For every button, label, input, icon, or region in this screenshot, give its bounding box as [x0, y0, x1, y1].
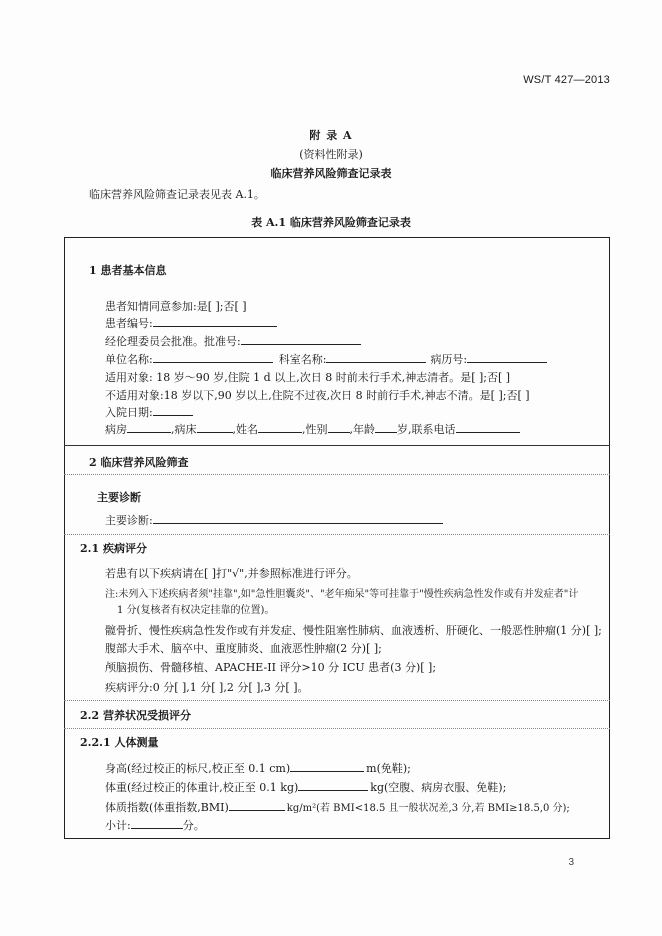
- appendix-name: 临床营养风险筛查记录表: [270, 167, 392, 180]
- ward-field[interactable]: [127, 421, 171, 433]
- section-2-2-1-heading: 2.2.1 人体测量: [80, 736, 159, 749]
- row-divider: [64, 474, 610, 475]
- name-label: ,姓名: [232, 423, 258, 436]
- name-field[interactable]: [258, 421, 302, 433]
- main-diagnosis-label: 主要诊断:: [105, 514, 153, 527]
- sex-field[interactable]: [328, 421, 350, 433]
- bmi-line: [105, 799, 570, 815]
- height-label: 身高(经过校正的标尺,校正至 0.1 cm): [105, 762, 291, 775]
- record-field[interactable]: [467, 351, 547, 363]
- appendix-subtitle: (资料性附录): [299, 148, 363, 161]
- page-number: 3: [568, 857, 574, 868]
- weight-unit: kg(空腹、病房衣服、免鞋);: [370, 781, 507, 794]
- admission-date-field[interactable]: [153, 404, 193, 416]
- patient-info-line: [105, 421, 520, 437]
- height-unit: m(免鞋);: [366, 762, 411, 775]
- weight-field[interactable]: [298, 779, 368, 791]
- height-line: [105, 760, 411, 776]
- record-label: 病历号:: [430, 353, 468, 366]
- main-diagnosis-field[interactable]: [153, 512, 443, 524]
- ethics-label: 经伦理委员会批准。批准号:: [105, 335, 241, 348]
- main-diagnosis-heading: 主要诊断: [97, 491, 141, 504]
- patient-no-line: [105, 315, 277, 331]
- appendix-intro: 临床营养风险筛查记录表见表 A.1。: [89, 188, 265, 201]
- height-field[interactable]: [290, 760, 364, 772]
- unit-line: [105, 351, 547, 367]
- section-2-1-heading: 2.1 疾病评分: [80, 542, 147, 555]
- unit-field[interactable]: [153, 351, 273, 363]
- not-applicable-line: 不适用对象:18 岁以下,90 岁以上,住院不过夜,次日 8 时前行手术,神志不清。是[ ];否[ ]: [105, 389, 530, 402]
- subtotal-field[interactable]: [131, 817, 183, 829]
- bed-field[interactable]: [197, 421, 233, 433]
- disease-item-2: 腹部大手术、脑卒中、重度肺炎、血液恶性肿瘤(2 分)[ ];: [105, 642, 382, 655]
- section-2-2-heading: 2.2 营养状况受损评分: [80, 709, 191, 722]
- age-label: ,年龄: [349, 423, 375, 436]
- weight-label: 体重(经过校正的体重计,校正至 0.1 kg): [105, 781, 299, 794]
- ethics-line: [105, 333, 361, 349]
- disease-item-1: 髋骨折、慢性疾病急性发作或有并发症、慢性阻塞性肺病、血液透析、肝硬化、一般恶性肿瘤(1 分)[ ];: [105, 624, 602, 637]
- section-divider: [64, 445, 610, 446]
- age-unit: 岁,联系电话: [397, 423, 456, 436]
- subtotal-label: 小计:: [105, 819, 131, 832]
- admission-date-line: [105, 404, 193, 420]
- subtotal-line: [105, 817, 205, 833]
- disease-item-3: 颅脑损伤、骨髓移植、APACHE-II 评分>10 分 ICU 患者(3 分)[ ];: [105, 661, 437, 674]
- weight-line: [105, 779, 506, 795]
- row-divider: [64, 700, 610, 701]
- bmi-field[interactable]: [229, 799, 285, 811]
- row-divider: [64, 534, 610, 535]
- applicable-line: 适用对象: 18 岁～90 岁,住院 1 d 以上,次日 8 时前未行手术,神志清者。是[ ];否[ ]: [105, 371, 511, 384]
- approval-no-field[interactable]: [241, 333, 361, 345]
- ward-label: 病房: [105, 423, 127, 436]
- disease-instruction: 若患有以下疾病请在[ ]打"√",并参照标准进行评分。: [105, 567, 358, 580]
- disease-note-1: 注:未列入下述疾病者须"挂靠",如"急性胆囊炎"、"老年痴呆"等可挂靠于"慢性疾病急性发作或有并发症者"计: [105, 589, 579, 600]
- disease-score: 疾病评分:0 分[ ],1 分[ ],2 分[ ],3 分[ ]。: [105, 681, 309, 694]
- section-2-heading: 2 临床营养风险筛查: [89, 456, 189, 469]
- bed-label: ,病床: [171, 423, 197, 436]
- main-diagnosis-line: [105, 512, 443, 528]
- subtotal-unit: 分。: [182, 819, 205, 832]
- dept-label: 科室名称:: [278, 353, 327, 366]
- table-caption: 表 A.1 临床营养风险筛查记录表: [251, 216, 411, 229]
- disease-note-2: 1 分(复核者有权决定挂靠的位置)。: [117, 605, 275, 616]
- patient-no-field[interactable]: [153, 315, 277, 327]
- consent-line: 患者知情同意参加:是[ ];否[ ]: [105, 300, 247, 313]
- section-1-heading: 1 患者基本信息: [89, 264, 167, 277]
- row-divider: [64, 728, 610, 729]
- age-field[interactable]: [375, 421, 397, 433]
- bmi-unit: kg/m²(若 BMI<18.5 且一般状况差,3 分,若 BMI≥18.5,0 分);: [286, 803, 570, 814]
- standard-code: WS/T 427—2013: [523, 74, 610, 86]
- patient-no-label: 患者编号:: [105, 317, 153, 330]
- admission-date-label: 入院日期:: [105, 406, 153, 419]
- sex-label: ,性别: [302, 423, 328, 436]
- phone-field[interactable]: [456, 421, 520, 433]
- appendix-title: 附 录 A: [309, 129, 353, 142]
- dept-field[interactable]: [326, 351, 426, 363]
- bmi-label: 体质指数(体重指数,BMI): [105, 801, 229, 814]
- unit-label: 单位名称:: [105, 353, 153, 366]
